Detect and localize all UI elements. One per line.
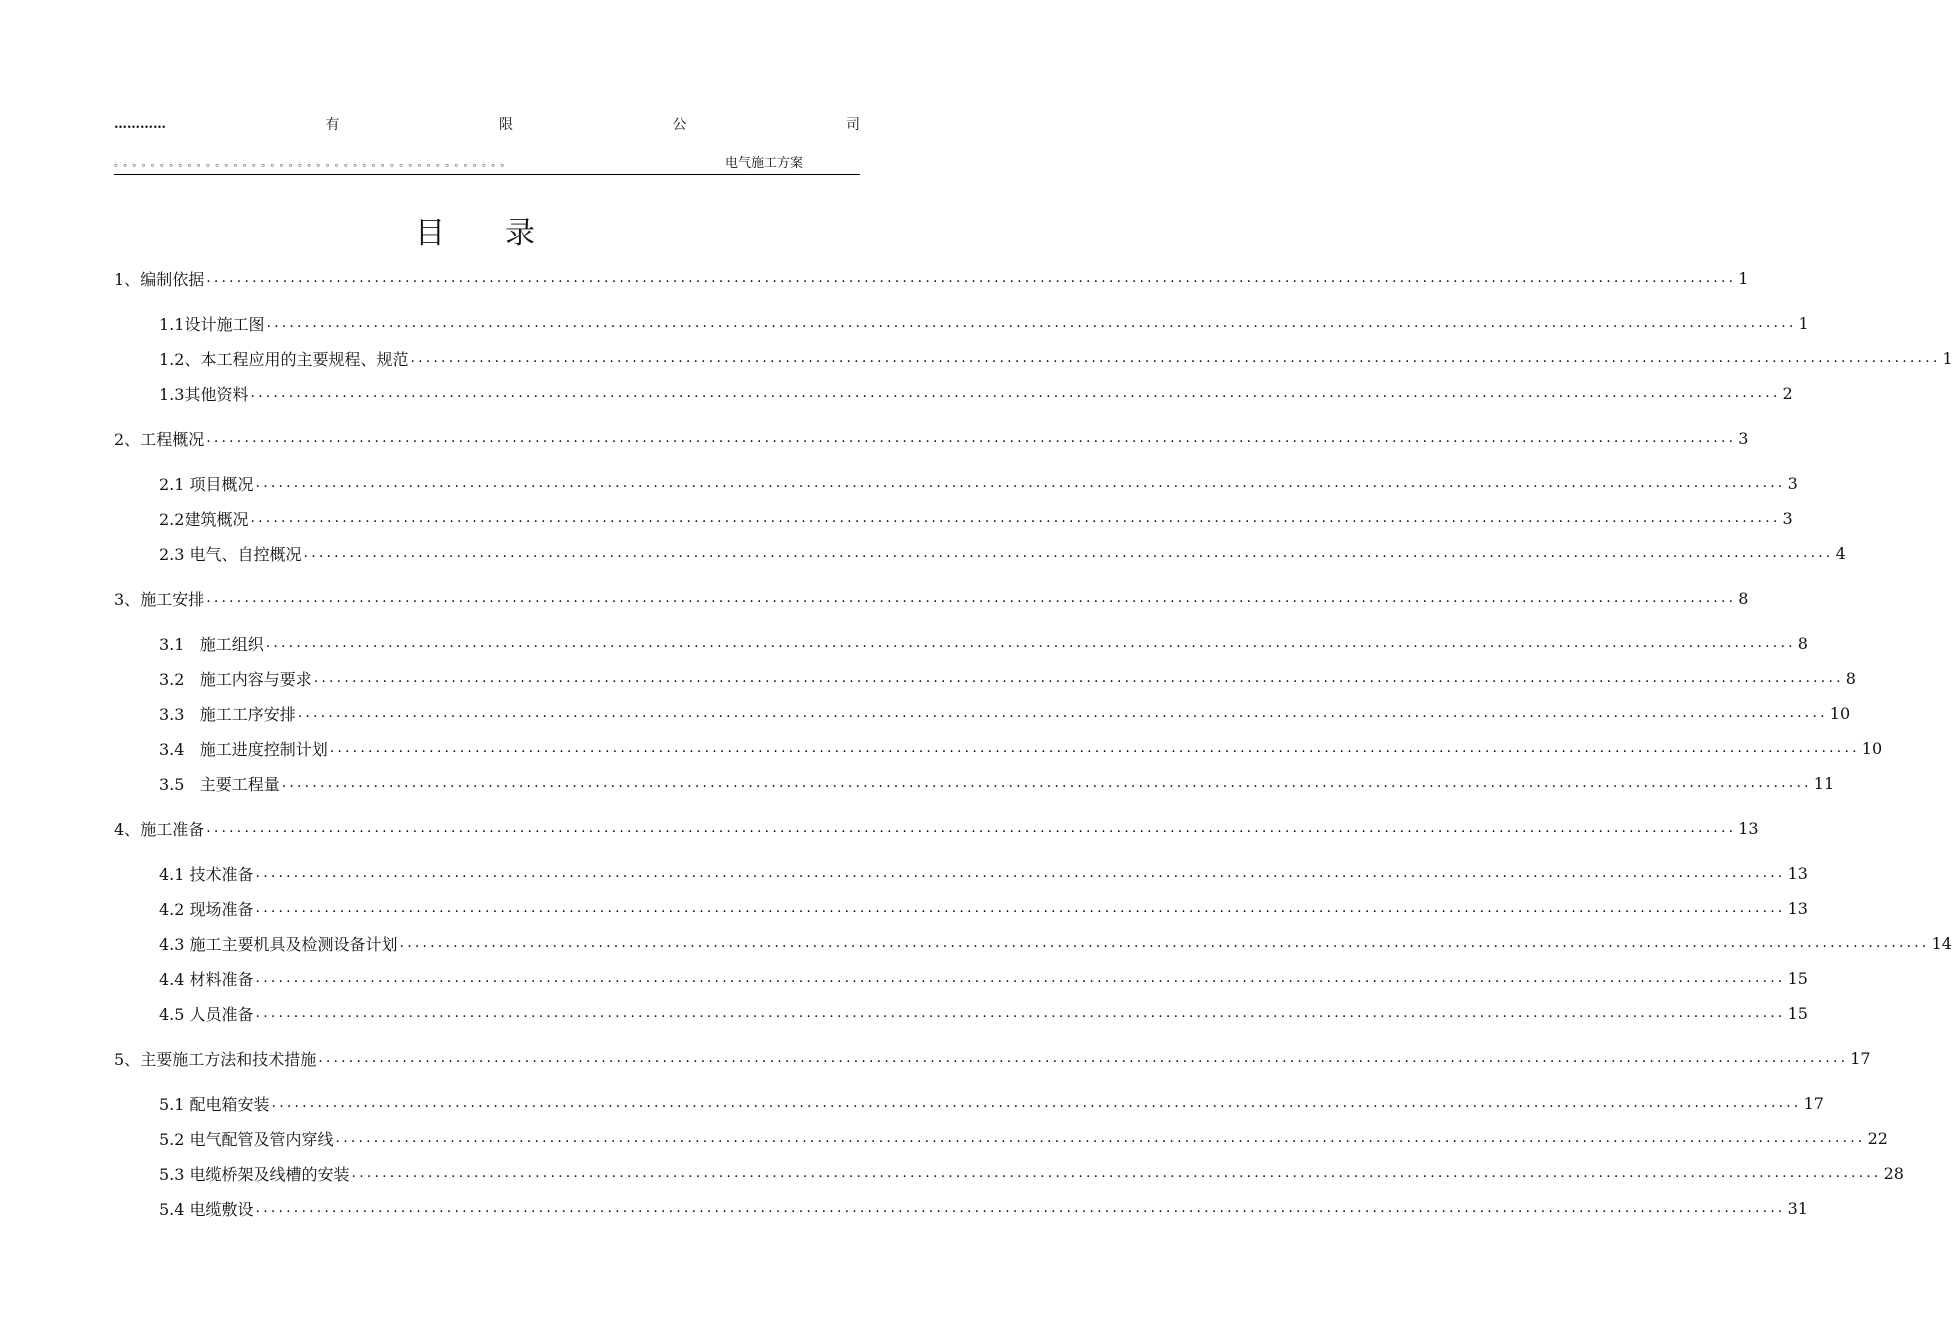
toc-entry-label: 4.2 现场准备 xyxy=(159,899,254,919)
toc-entry-label: 3.2 施工内容与要求 xyxy=(159,669,312,689)
header-doc-name: 电气施工方案 xyxy=(724,155,803,171)
toc-entry-label: 2.1 项目概况 xyxy=(159,474,254,494)
toc-entry-label: 1.2、本工程应用的主要规程、规范 xyxy=(159,349,409,369)
toc-entry-label: 3.4 施工进度控制计划 xyxy=(159,739,328,759)
toc-entry-label: 5.3 电缆桥架及线槽的安装 xyxy=(159,1164,350,1184)
toc-chapter-entry[interactable] xyxy=(114,816,1759,840)
toc-dot-leader: ........................................................................................................................................................................................................ xyxy=(351,1165,1882,1181)
toc-title: 目录 xyxy=(415,216,595,251)
toc-entry-label: 3.5 主要工程量 xyxy=(159,774,280,794)
toc-page-number: 15 xyxy=(1787,1003,1808,1023)
toc-entry-label: 1.3其他资料 xyxy=(159,384,249,404)
toc-page-number: 8 xyxy=(1738,588,1749,608)
toc-section-entry[interactable] xyxy=(159,471,1798,495)
toc-dot-leader: ........................................................................................................................................................................................................ xyxy=(399,935,1930,951)
toc-entry-number: 1、 xyxy=(114,269,141,289)
toc-entry-label: 主要施工方法和技术措施 xyxy=(140,1049,317,1069)
toc-dot-leader: ........................................................................................................................................................................................................ xyxy=(410,350,1941,366)
toc-entry-number: 5、 xyxy=(114,1049,141,1069)
toc-entry-number: 4、 xyxy=(114,819,141,839)
toc-dot-leader: ........................................................................................................................................................................................................ xyxy=(318,1050,1849,1066)
toc-entry-label: 5.1 配电箱安装 xyxy=(159,1094,270,1114)
toc-page-number: 3 xyxy=(1782,508,1793,528)
toc-page-number: 14 xyxy=(1931,933,1952,953)
toc-page-number: 31 xyxy=(1787,1198,1808,1218)
toc-entry-label: 编制依据 xyxy=(140,269,205,289)
toc-chapter-entry[interactable] xyxy=(114,586,1749,610)
toc-page-number: 28 xyxy=(1883,1163,1904,1183)
toc-section-entry[interactable] xyxy=(159,381,1793,405)
toc-entry-label: 1.1设计施工图 xyxy=(159,314,265,334)
toc-page-number: 13 xyxy=(1787,863,1808,883)
toc-section-entry[interactable] xyxy=(159,1126,1888,1150)
toc-section-entry[interactable] xyxy=(159,1091,1824,1115)
toc-dot-leader: ........................................................................................................................................................................................................ xyxy=(303,545,1834,561)
toc-page-number: 17 xyxy=(1850,1048,1871,1068)
toc-dot-leader: ........................................................................................................................................................................................................ xyxy=(250,510,1781,526)
toc-entry-label: 5.2 电气配管及管内穿线 xyxy=(159,1129,334,1149)
toc-dot-leader: ........................................................................................................................................................................................................ xyxy=(255,865,1786,881)
toc-section-entry[interactable] xyxy=(159,931,1952,955)
toc-dot-leader: ........................................................................................................................................................................................................ xyxy=(206,820,1737,836)
toc-entry-label: 施工准备 xyxy=(140,819,205,839)
toc-section-entry[interactable] xyxy=(159,506,1793,530)
toc-chapter-entry[interactable] xyxy=(114,266,1749,290)
toc-page-number: 8 xyxy=(1845,668,1856,688)
toc-dot-leader: ........................................................................................................................................................................................................ xyxy=(266,315,1797,331)
toc-dot-leader: ........................................................................................................................................................................................................ xyxy=(250,385,1781,401)
toc-page-number: 13 xyxy=(1787,898,1808,918)
toc-section-entry[interactable] xyxy=(159,896,1808,920)
toc-page-number: 1 xyxy=(1798,313,1809,333)
toc-dot-leader: ........................................................................................................................................................................................................ xyxy=(255,1200,1786,1216)
toc-dot-leader: ........................................................................................................................................................................................................ xyxy=(271,1095,1802,1111)
toc-section-entry[interactable] xyxy=(159,1161,1904,1185)
toc-dot-leader: ........................................................................................................................................................................................................ xyxy=(255,475,1786,491)
toc-page-number: 4 xyxy=(1835,543,1846,563)
toc-section-entry[interactable] xyxy=(159,346,1953,370)
toc-page-number: 1 xyxy=(1942,348,1953,368)
toc-dot-leader: ........................................................................................................................................................................................................ xyxy=(265,635,1796,651)
toc-section-entry[interactable] xyxy=(159,736,1883,760)
toc-page-number: 3 xyxy=(1738,428,1749,448)
toc-page-number: 3 xyxy=(1787,473,1798,493)
toc-entry-label: 5.4 电缆敷设 xyxy=(159,1199,254,1219)
toc-dot-leader: ........................................................................................................................................................................................................ xyxy=(206,590,1737,606)
toc-page-number: 22 xyxy=(1867,1128,1888,1148)
toc-dot-leader: ........................................................................................................................................................................................................ xyxy=(313,670,1844,686)
toc-dot-leader: ........................................................................................................................................................................................................ xyxy=(255,970,1786,986)
toc-entry-label: 4.4 材料准备 xyxy=(159,969,254,989)
toc-dot-leader: ........................................................................................................................................................................................................ xyxy=(255,900,1786,916)
toc-section-entry[interactable] xyxy=(159,666,1856,690)
toc-dot-leader: ........................................................................................................................................................................................................ xyxy=(255,1005,1786,1021)
toc-page-number: 2 xyxy=(1782,383,1793,403)
toc-page-number: 13 xyxy=(1738,818,1759,838)
toc-section-entry[interactable] xyxy=(159,966,1808,990)
toc-entry-number: 2、 xyxy=(114,429,141,449)
toc-page-number: 15 xyxy=(1787,968,1808,988)
toc-page-number: 10 xyxy=(1829,703,1851,723)
toc-chapter-entry[interactable] xyxy=(114,1046,1871,1070)
toc-entry-label: 3.3 施工工序安排 xyxy=(159,704,296,724)
toc-dot-leader: ........................................................................................................................................................................................................ xyxy=(206,430,1737,446)
header-company-char: 司 xyxy=(846,117,860,133)
toc-section-entry[interactable] xyxy=(159,1196,1808,1220)
toc-section-entry[interactable] xyxy=(159,541,1846,565)
toc-section-entry[interactable] xyxy=(159,631,1808,655)
toc-entry-label: 4.3 施工主要机具及检测设备计划 xyxy=(159,934,398,954)
toc-chapter-entry[interactable] xyxy=(114,426,1749,450)
toc-section-entry[interactable] xyxy=(159,771,1835,795)
toc-dot-leader: ........................................................................................................................................................................................................ xyxy=(335,1130,1866,1146)
toc-entry-label: 4.1 技术准备 xyxy=(159,864,254,884)
toc-entry-label: 2.2建筑概况 xyxy=(159,509,249,529)
toc-dot-leader: ........................................................................................................................................................................................................ xyxy=(297,705,1828,721)
toc-page-number: 1 xyxy=(1738,268,1749,288)
toc-page-number: 17 xyxy=(1803,1093,1824,1113)
header-circles: 。。。。。。。。。。。。。。。。。。。。。。。。。。。。。。。。。。。。。。。。。。。 xyxy=(114,157,515,169)
toc-dot-leader: ........................................................................................................................................................................................................ xyxy=(329,740,1860,756)
toc-entry-label: 施工安排 xyxy=(140,589,205,609)
header-dots: ………… xyxy=(114,116,166,132)
toc-dot-leader: ........................................................................................................................................................................................................ xyxy=(206,270,1737,286)
toc-section-entry[interactable] xyxy=(159,311,1809,335)
toc-dot-leader: ........................................................................................................................................................................................................ xyxy=(281,775,1812,791)
toc-section-entry[interactable] xyxy=(159,861,1808,885)
toc-entry-label: 4.5 人员准备 xyxy=(159,1004,254,1024)
toc-page-number: 8 xyxy=(1797,633,1808,653)
toc-section-entry[interactable] xyxy=(159,1001,1808,1025)
toc-entry-label: 工程概况 xyxy=(140,429,205,449)
toc-page-number: 10 xyxy=(1861,738,1883,758)
toc-entry-label: 2.3 电气、自控概况 xyxy=(159,544,302,564)
toc-page-number: 11 xyxy=(1813,773,1835,793)
toc-entry-number: 3、 xyxy=(114,589,141,609)
header-company-char: 有 xyxy=(325,117,340,133)
header-company-char: 限 xyxy=(499,117,513,133)
toc-entry-label: 3.1 施工组织 xyxy=(159,634,264,654)
toc-section-entry[interactable] xyxy=(159,701,1851,725)
header-company-char: 公 xyxy=(672,117,687,133)
